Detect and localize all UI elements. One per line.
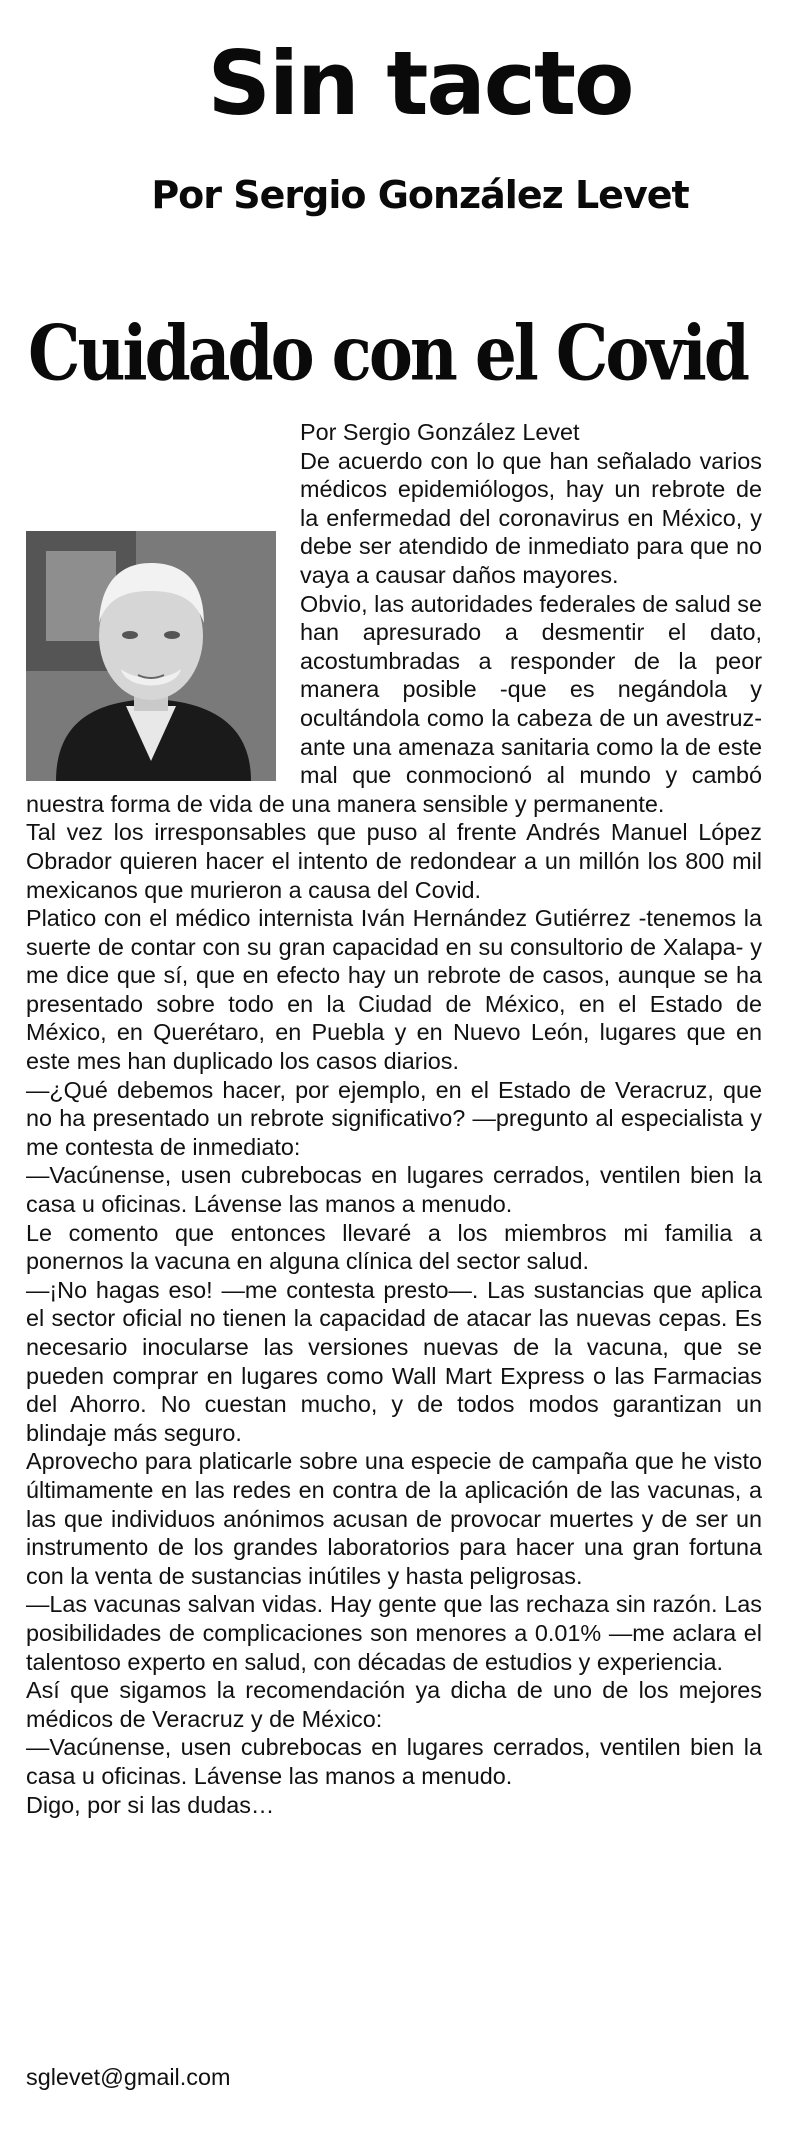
article-paragraph: —Vacúnense, usen cubrebocas en lugares cerrados, ventilen bien la casa u oficinas. Lávense las manos a menudo.: [26, 1162, 762, 1218]
article-paragraph: —¡No hagas eso! —me contesta presto—. Las sustancias que aplica el sector oficial no tienen la capacidad de atacar las nuevas cepas. Es necesario inocularse las versiones nuevas de la vacuna, que se pueden comprar en lugares como Wall Mart Express o las Farmacias del Ahorro. No cuestan mucho, y de todos modos garantizan un blindaje más seguro.: [26, 1276, 762, 1446]
article-paragraph: Platico con el médico internista Iván Hernández Gutiérrez -tenemos la suerte de contar con su gran capacidad en su consultorio de Xalapa- y me dice que sí, que en efecto hay un rebrote de casos, aunque se ha presentado sobre todo en la Ciudad de México, en el Estado de México, en Querétaro, en Puebla y en Nuevo León, lugares que en este mes han duplicado los casos diarios.: [26, 905, 762, 1075]
article-paragraph: Así que sigamos la recomendación ya dicha de uno de los mejores médicos de Veracruz y de México:: [26, 1677, 762, 1732]
author-email: sglevet@gmail.com: [26, 2064, 231, 2090]
article-paragraph: Le comento que entonces llevaré a los miembros mi familia a ponernos la vacuna en alguna clínica del sector salud.: [26, 1219, 762, 1275]
column-title: Sin tacto: [207, 32, 633, 135]
article-paragraph: Aprovecho para platicarle sobre una especie de campaña que he visto últimamente en las redes en contra de la aplicación de las vacunas, a las que individuos anónimos acusan de provocar muertes y de ser un instrumento de los grandes laboratorios para hacer una gran fortuna con la venta de sustancias inútiles y hasta peligrosas.: [26, 1448, 762, 1589]
article-paragraph: —Las vacunas salvan vidas. Hay gente que las rechaza sin razón. Las posibilidades de complicaciones son menores a 0.01% —me aclara el talentoso experto en salud, con décadas de estudios y experiencia.: [26, 1591, 762, 1675]
article-body: [26, 418, 762, 1819]
author-photo: [26, 531, 276, 781]
column-byline: Por Sergio González Levet: [151, 173, 689, 217]
article-author-line: Por Sergio González Levet: [300, 419, 580, 445]
article-paragraph: De acuerdo con lo que han señalado varios médicos epidemiólogos, hay un rebrote de la enfermedad del coronavirus en México, y debe ser atendido de inmediato para que no vaya a causar daños mayores.: [300, 447, 762, 588]
article-paragraph: Tal vez los irresponsables que puso al frente Andrés Manuel López Obrador quieren hacer el intento de redondear a un millón los 800 mil mexicanos que murieron a causa del Covid.: [26, 819, 762, 903]
article-paragraph: Digo, por si las dudas…: [26, 1791, 275, 1818]
article-paragraph: —¿Qué debemos hacer, por ejemplo, en el Estado de Veracruz, que no ha presentado un rebrote significativo? —pregunto al especialista y me contesta de inmediato:: [26, 1076, 762, 1160]
article-headline: Cuidado con el Covid: [28, 308, 747, 398]
article-paragraph: Obvio, las autoridades federales de salud se han apresurado a desmentir el dato, acostumbradas a responder de la peor manera posible -que es negándola y ocultándola como la cabeza de un avestruz- ante una amenaza sanitaria como la de este mal que conmocionó al mundo y cambó nuestra forma de vida de una manera sensible y permanente.: [26, 590, 762, 817]
article-paragraph: —Vacúnense, usen cubrebocas en lugares cerrados, ventilen bien la casa u oficinas. Lávense las manos a menudo.: [26, 1734, 762, 1789]
